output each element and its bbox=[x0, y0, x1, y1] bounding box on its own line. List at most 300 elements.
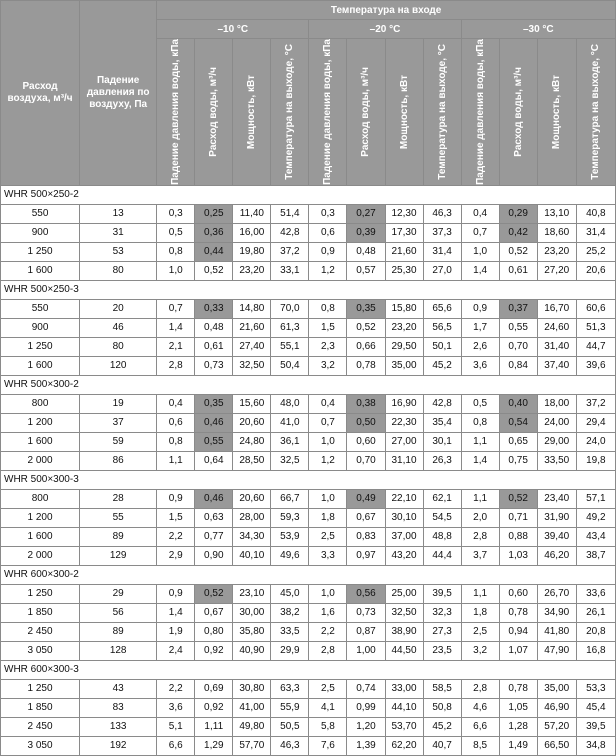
air-flow-cell: 1 600 bbox=[1, 261, 80, 280]
value-cell: 0,64 bbox=[195, 451, 233, 470]
value-cell: 0,29 bbox=[499, 204, 537, 223]
value-cell: 0,52 bbox=[499, 489, 537, 508]
value-cell: 46,90 bbox=[537, 698, 576, 717]
value-cell: 2,5 bbox=[309, 679, 347, 698]
value-cell: 0,3 bbox=[157, 204, 195, 223]
value-cell: 20,60 bbox=[233, 413, 271, 432]
water-flow-header: Расход воды, м³/ч bbox=[499, 39, 537, 186]
value-cell: 27,20 bbox=[537, 261, 576, 280]
table-row bbox=[1, 527, 616, 546]
value-cell: 0,83 bbox=[347, 527, 385, 546]
value-cell: 46,3 bbox=[271, 736, 309, 755]
value-cell: 0,50 bbox=[347, 413, 385, 432]
value-cell: 20,8 bbox=[576, 622, 615, 641]
table-row bbox=[1, 603, 616, 622]
air-flow-cell: 900 bbox=[1, 318, 80, 337]
group-header-row bbox=[1, 470, 616, 489]
air-pressure-drop-cell: 59 bbox=[80, 432, 157, 451]
table-row bbox=[1, 508, 616, 527]
value-cell: 32,3 bbox=[423, 603, 461, 622]
value-cell: 35,80 bbox=[233, 622, 271, 641]
value-cell: 2,2 bbox=[309, 622, 347, 641]
power-header: Мощность, кВт bbox=[233, 39, 271, 186]
value-cell: 1,28 bbox=[499, 717, 537, 736]
value-cell: 37,2 bbox=[271, 242, 309, 261]
water-pressure-drop-header: Падение давления воды, кПа bbox=[461, 39, 499, 186]
air-flow-cell: 1 600 bbox=[1, 432, 80, 451]
value-cell: 19,80 bbox=[233, 242, 271, 261]
water-flow-header: Расход воды, м³/ч bbox=[347, 39, 385, 186]
value-cell: 51,3 bbox=[576, 318, 615, 337]
value-cell: 50,1 bbox=[423, 337, 461, 356]
value-cell: 31,4 bbox=[576, 223, 615, 242]
value-cell: 18,00 bbox=[537, 394, 576, 413]
value-cell: 40,10 bbox=[233, 546, 271, 565]
model-name: WHR 600×300-3 bbox=[1, 660, 616, 679]
value-cell: 0,9 bbox=[309, 242, 347, 261]
value-cell: 2,8 bbox=[461, 679, 499, 698]
air-pressure-drop-cell: 37 bbox=[80, 413, 157, 432]
value-cell: 53,9 bbox=[271, 527, 309, 546]
value-cell: 0,44 bbox=[195, 242, 233, 261]
value-cell: 0,60 bbox=[499, 584, 537, 603]
value-cell: 0,52 bbox=[347, 318, 385, 337]
value-cell: 1,8 bbox=[309, 508, 347, 527]
air-pressure-drop-cell: 86 bbox=[80, 451, 157, 470]
power-header: Мощность, кВт bbox=[537, 39, 576, 186]
value-cell: 0,52 bbox=[499, 242, 537, 261]
value-cell: 0,52 bbox=[195, 261, 233, 280]
value-cell: 30,10 bbox=[385, 508, 423, 527]
group-header-row bbox=[1, 660, 616, 679]
value-cell: 0,7 bbox=[157, 299, 195, 318]
value-cell: 38,90 bbox=[385, 622, 423, 641]
air-flow-cell: 1 850 bbox=[1, 603, 80, 622]
value-cell: 50,4 bbox=[271, 356, 309, 375]
value-cell: 26,70 bbox=[537, 584, 576, 603]
value-cell: 29,50 bbox=[385, 337, 423, 356]
value-cell: 26,3 bbox=[423, 451, 461, 470]
air-flow-cell: 2 450 bbox=[1, 717, 80, 736]
value-cell: 0,49 bbox=[347, 489, 385, 508]
value-cell: 2,9 bbox=[157, 546, 195, 565]
table-row bbox=[1, 622, 616, 641]
value-cell: 0,25 bbox=[195, 204, 233, 223]
value-cell: 1,4 bbox=[461, 451, 499, 470]
value-cell: 39,40 bbox=[537, 527, 576, 546]
value-cell: 15,80 bbox=[385, 299, 423, 318]
value-cell: 43,4 bbox=[576, 527, 615, 546]
value-cell: 1,5 bbox=[309, 318, 347, 337]
air-pressure-drop-cell: 56 bbox=[80, 603, 157, 622]
value-cell: 17,30 bbox=[385, 223, 423, 242]
value-cell: 2,1 bbox=[157, 337, 195, 356]
table-row bbox=[1, 413, 616, 432]
value-cell: 56,5 bbox=[423, 318, 461, 337]
value-cell: 66,50 bbox=[537, 736, 576, 755]
air-flow-cell: 2 000 bbox=[1, 451, 80, 470]
value-cell: 39,5 bbox=[423, 584, 461, 603]
value-cell: 1,49 bbox=[499, 736, 537, 755]
value-cell: 29,00 bbox=[537, 432, 576, 451]
value-cell: 0,92 bbox=[195, 698, 233, 717]
value-cell: 1,00 bbox=[347, 641, 385, 660]
value-cell: 1,1 bbox=[157, 451, 195, 470]
value-cell: 41,80 bbox=[537, 622, 576, 641]
value-cell: 23,20 bbox=[537, 242, 576, 261]
value-cell: 30,80 bbox=[233, 679, 271, 698]
value-cell: 0,55 bbox=[499, 318, 537, 337]
value-cell: 55,1 bbox=[271, 337, 309, 356]
air-pressure-drop-cell: 53 bbox=[80, 242, 157, 261]
value-cell: 2,5 bbox=[461, 622, 499, 641]
value-cell: 47,90 bbox=[537, 641, 576, 660]
table-row bbox=[1, 641, 616, 660]
value-cell: 0,35 bbox=[347, 299, 385, 318]
value-cell: 48,0 bbox=[271, 394, 309, 413]
value-cell: 35,00 bbox=[537, 679, 576, 698]
air-flow-cell: 1 250 bbox=[1, 679, 80, 698]
value-cell: 34,30 bbox=[233, 527, 271, 546]
value-cell: 25,00 bbox=[385, 584, 423, 603]
value-cell: 0,8 bbox=[309, 299, 347, 318]
table-row bbox=[1, 223, 616, 242]
value-cell: 33,6 bbox=[576, 584, 615, 603]
value-cell: 33,50 bbox=[537, 451, 576, 470]
value-cell: 55,9 bbox=[271, 698, 309, 717]
air-pressure-drop-cell: 89 bbox=[80, 527, 157, 546]
table-row bbox=[1, 451, 616, 470]
value-cell: 28,50 bbox=[233, 451, 271, 470]
value-cell: 45,2 bbox=[423, 717, 461, 736]
inlet-temperature-header: Температура на входе bbox=[157, 1, 616, 20]
value-cell: 0,33 bbox=[195, 299, 233, 318]
value-cell: 27,40 bbox=[233, 337, 271, 356]
value-cell: 49,80 bbox=[233, 717, 271, 736]
value-cell: 0,67 bbox=[347, 508, 385, 527]
value-cell: 39,6 bbox=[576, 356, 615, 375]
value-cell: 65,6 bbox=[423, 299, 461, 318]
value-cell: 2,2 bbox=[157, 527, 195, 546]
value-cell: 40,7 bbox=[423, 736, 461, 755]
value-cell: 0,55 bbox=[195, 432, 233, 451]
air-flow-cell: 1 250 bbox=[1, 242, 80, 261]
value-cell: 1,5 bbox=[157, 508, 195, 527]
water-pressure-drop-header: Падение давления воды, кПа bbox=[309, 39, 347, 186]
value-cell: 45,2 bbox=[423, 356, 461, 375]
value-cell: 25,2 bbox=[576, 242, 615, 261]
value-cell: 4,6 bbox=[461, 698, 499, 717]
value-cell: 1,4 bbox=[461, 261, 499, 280]
value-cell: 0,35 bbox=[195, 394, 233, 413]
air-pressure-drop-cell: 80 bbox=[80, 337, 157, 356]
value-cell: 23,40 bbox=[537, 489, 576, 508]
value-cell: 66,7 bbox=[271, 489, 309, 508]
value-cell: 1,2 bbox=[309, 261, 347, 280]
value-cell: 1,20 bbox=[347, 717, 385, 736]
value-cell: 6,6 bbox=[157, 736, 195, 755]
value-cell: 49,6 bbox=[271, 546, 309, 565]
value-cell: 20,60 bbox=[233, 489, 271, 508]
value-cell: 27,0 bbox=[423, 261, 461, 280]
air-pressure-drop-cell: 31 bbox=[80, 223, 157, 242]
value-cell: 0,6 bbox=[157, 413, 195, 432]
value-cell: 57,1 bbox=[576, 489, 615, 508]
value-cell: 2,5 bbox=[309, 527, 347, 546]
value-cell: 24,60 bbox=[537, 318, 576, 337]
value-cell: 2,6 bbox=[461, 337, 499, 356]
value-cell: 34,90 bbox=[537, 603, 576, 622]
value-cell: 50,5 bbox=[271, 717, 309, 736]
value-cell: 36,1 bbox=[271, 432, 309, 451]
value-cell: 22,30 bbox=[385, 413, 423, 432]
value-cell: 0,38 bbox=[347, 394, 385, 413]
value-cell: 1,0 bbox=[157, 261, 195, 280]
model-name: WHR 600×300-2 bbox=[1, 565, 616, 584]
value-cell: 33,1 bbox=[271, 261, 309, 280]
value-cell: 1,11 bbox=[195, 717, 233, 736]
value-cell: 44,4 bbox=[423, 546, 461, 565]
air-pressure-drop-cell: 43 bbox=[80, 679, 157, 698]
value-cell: 1,03 bbox=[499, 546, 537, 565]
value-cell: 16,90 bbox=[385, 394, 423, 413]
value-cell: 0,6 bbox=[309, 223, 347, 242]
air-pressure-drop-cell: 128 bbox=[80, 641, 157, 660]
value-cell: 22,10 bbox=[385, 489, 423, 508]
value-cell: 48,8 bbox=[423, 527, 461, 546]
value-cell: 23,20 bbox=[385, 318, 423, 337]
value-cell: 31,10 bbox=[385, 451, 423, 470]
value-cell: 0,67 bbox=[195, 603, 233, 622]
value-cell: 29,9 bbox=[271, 641, 309, 660]
value-cell: 6,6 bbox=[461, 717, 499, 736]
value-cell: 3,2 bbox=[461, 641, 499, 660]
value-cell: 35,00 bbox=[385, 356, 423, 375]
value-cell: 0,56 bbox=[347, 584, 385, 603]
value-cell: 0,70 bbox=[347, 451, 385, 470]
value-cell: 24,0 bbox=[576, 432, 615, 451]
value-cell: 1,2 bbox=[309, 451, 347, 470]
value-cell: 0,8 bbox=[461, 413, 499, 432]
value-cell: 42,8 bbox=[271, 223, 309, 242]
value-cell: 0,61 bbox=[195, 337, 233, 356]
value-cell: 0,71 bbox=[499, 508, 537, 527]
outlet-temperature-header: Температура на выходе, °C bbox=[271, 39, 309, 186]
value-cell: 0,40 bbox=[499, 394, 537, 413]
value-cell: 0,8 bbox=[157, 242, 195, 261]
value-cell: 51,4 bbox=[271, 204, 309, 223]
value-cell: 60,6 bbox=[576, 299, 615, 318]
value-cell: 61,3 bbox=[271, 318, 309, 337]
value-cell: 0,87 bbox=[347, 622, 385, 641]
value-cell: 7,6 bbox=[309, 736, 347, 755]
air-flow-cell: 550 bbox=[1, 299, 80, 318]
value-cell: 0,94 bbox=[499, 622, 537, 641]
value-cell: 29,4 bbox=[576, 413, 615, 432]
value-cell: 0,70 bbox=[499, 337, 537, 356]
value-cell: 0,9 bbox=[157, 489, 195, 508]
value-cell: 2,8 bbox=[157, 356, 195, 375]
value-cell: 57,70 bbox=[233, 736, 271, 755]
value-cell: 19,8 bbox=[576, 451, 615, 470]
value-cell: 0,78 bbox=[347, 356, 385, 375]
value-cell: 1,7 bbox=[461, 318, 499, 337]
value-cell: 26,1 bbox=[576, 603, 615, 622]
air-flow-cell: 1 200 bbox=[1, 413, 80, 432]
value-cell: 1,0 bbox=[309, 489, 347, 508]
value-cell: 46,20 bbox=[537, 546, 576, 565]
air-flow-cell: 1 600 bbox=[1, 356, 80, 375]
value-cell: 23,20 bbox=[233, 261, 271, 280]
value-cell: 3,6 bbox=[461, 356, 499, 375]
table-row bbox=[1, 679, 616, 698]
table-row bbox=[1, 337, 616, 356]
value-cell: 20,6 bbox=[576, 261, 615, 280]
value-cell: 27,00 bbox=[385, 432, 423, 451]
value-cell: 0,78 bbox=[499, 679, 537, 698]
value-cell: 32,5 bbox=[271, 451, 309, 470]
table-row bbox=[1, 394, 616, 413]
value-cell: 57,20 bbox=[537, 717, 576, 736]
value-cell: 1,6 bbox=[309, 603, 347, 622]
group-header-row bbox=[1, 280, 616, 299]
model-name: WHR 500×250-3 bbox=[1, 280, 616, 299]
value-cell: 50,8 bbox=[423, 698, 461, 717]
power-header: Мощность, кВт bbox=[385, 39, 423, 186]
value-cell: 54,5 bbox=[423, 508, 461, 527]
water-pressure-drop-header: Падение давления воды, кПа bbox=[157, 39, 195, 186]
table-row bbox=[1, 584, 616, 603]
value-cell: 40,8 bbox=[576, 204, 615, 223]
value-cell: 37,3 bbox=[423, 223, 461, 242]
value-cell: 0,46 bbox=[195, 489, 233, 508]
outlet-temperature-header: Температура на выходе, °C bbox=[423, 39, 461, 186]
value-cell: 13,10 bbox=[537, 204, 576, 223]
value-cell: 0,74 bbox=[347, 679, 385, 698]
air-flow-cell: 1 250 bbox=[1, 337, 80, 356]
table-row bbox=[1, 546, 616, 565]
value-cell: 0,5 bbox=[461, 394, 499, 413]
value-cell: 8,5 bbox=[461, 736, 499, 755]
value-cell: 0,3 bbox=[309, 204, 347, 223]
value-cell: 15,60 bbox=[233, 394, 271, 413]
value-cell: 49,2 bbox=[576, 508, 615, 527]
value-cell: 3,7 bbox=[461, 546, 499, 565]
value-cell: 0,7 bbox=[309, 413, 347, 432]
air-flow-cell: 900 bbox=[1, 223, 80, 242]
value-cell: 0,5 bbox=[157, 223, 195, 242]
value-cell: 0,77 bbox=[195, 527, 233, 546]
model-name: WHR 500×250-2 bbox=[1, 185, 616, 204]
value-cell: 41,00 bbox=[233, 698, 271, 717]
value-cell: 27,3 bbox=[423, 622, 461, 641]
air-pressure-drop-cell: 19 bbox=[80, 394, 157, 413]
value-cell: 1,4 bbox=[157, 318, 195, 337]
air-flow-cell: 2 000 bbox=[1, 546, 80, 565]
value-cell: 0,63 bbox=[195, 508, 233, 527]
air-pressure-drop-cell: 46 bbox=[80, 318, 157, 337]
value-cell: 23,10 bbox=[233, 584, 271, 603]
value-cell: 38,7 bbox=[576, 546, 615, 565]
value-cell: 1,9 bbox=[157, 622, 195, 641]
value-cell: 0,48 bbox=[195, 318, 233, 337]
value-cell: 31,4 bbox=[423, 242, 461, 261]
water-flow-header: Расход воды, м³/ч bbox=[195, 39, 233, 186]
value-cell: 63,3 bbox=[271, 679, 309, 698]
value-cell: 38,2 bbox=[271, 603, 309, 622]
value-cell: 1,4 bbox=[157, 603, 195, 622]
table-row bbox=[1, 318, 616, 337]
value-cell: 0,4 bbox=[309, 394, 347, 413]
value-cell: 37,40 bbox=[537, 356, 576, 375]
table-body bbox=[1, 185, 616, 755]
value-cell: 0,7 bbox=[461, 223, 499, 242]
value-cell: 0,73 bbox=[195, 356, 233, 375]
value-cell: 0,90 bbox=[195, 546, 233, 565]
table-row bbox=[1, 299, 616, 318]
value-cell: 0,27 bbox=[347, 204, 385, 223]
air-flow-cell: 1 250 bbox=[1, 584, 80, 603]
value-cell: 31,40 bbox=[537, 337, 576, 356]
table-header bbox=[1, 1, 616, 186]
value-cell: 46,3 bbox=[423, 204, 461, 223]
table-row bbox=[1, 489, 616, 508]
model-name: WHR 500×300-3 bbox=[1, 470, 616, 489]
group-header-row bbox=[1, 185, 616, 204]
value-cell: 0,42 bbox=[499, 223, 537, 242]
value-cell: 2,0 bbox=[461, 508, 499, 527]
value-cell: 0,61 bbox=[499, 261, 537, 280]
value-cell: 5,8 bbox=[309, 717, 347, 736]
value-cell: 16,70 bbox=[537, 299, 576, 318]
outlet-temperature-header: Температура на выходе, °C bbox=[576, 39, 615, 186]
table-row bbox=[1, 261, 616, 280]
air-pressure-drop-header: Падение давления по воздуху, Па bbox=[80, 1, 157, 186]
value-cell: 39,5 bbox=[576, 717, 615, 736]
air-flow-cell: 800 bbox=[1, 489, 80, 508]
temp-header-minus10: –10 °C bbox=[157, 20, 309, 39]
value-cell: 1,0 bbox=[309, 584, 347, 603]
value-cell: 42,8 bbox=[423, 394, 461, 413]
table-row bbox=[1, 242, 616, 261]
value-cell: 4,1 bbox=[309, 698, 347, 717]
air-pressure-drop-cell: 89 bbox=[80, 622, 157, 641]
value-cell: 0,78 bbox=[499, 603, 537, 622]
value-cell: 53,70 bbox=[385, 717, 423, 736]
value-cell: 32,50 bbox=[233, 356, 271, 375]
value-cell: 0,57 bbox=[347, 261, 385, 280]
value-cell: 0,73 bbox=[347, 603, 385, 622]
value-cell: 1,29 bbox=[195, 736, 233, 755]
value-cell: 2,3 bbox=[309, 337, 347, 356]
air-pressure-drop-cell: 192 bbox=[80, 736, 157, 755]
value-cell: 24,80 bbox=[233, 432, 271, 451]
value-cell: 45,0 bbox=[271, 584, 309, 603]
value-cell: 0,46 bbox=[195, 413, 233, 432]
value-cell: 3,2 bbox=[309, 356, 347, 375]
value-cell: 0,52 bbox=[195, 584, 233, 603]
value-cell: 1,39 bbox=[347, 736, 385, 755]
value-cell: 3,6 bbox=[157, 698, 195, 717]
temp-header-minus20: –20 °C bbox=[309, 20, 461, 39]
air-pressure-drop-cell: 129 bbox=[80, 546, 157, 565]
value-cell: 23,5 bbox=[423, 641, 461, 660]
value-cell: 1,8 bbox=[461, 603, 499, 622]
value-cell: 44,7 bbox=[576, 337, 615, 356]
value-cell: 21,60 bbox=[385, 242, 423, 261]
value-cell: 37,00 bbox=[385, 527, 423, 546]
value-cell: 1,1 bbox=[461, 584, 499, 603]
